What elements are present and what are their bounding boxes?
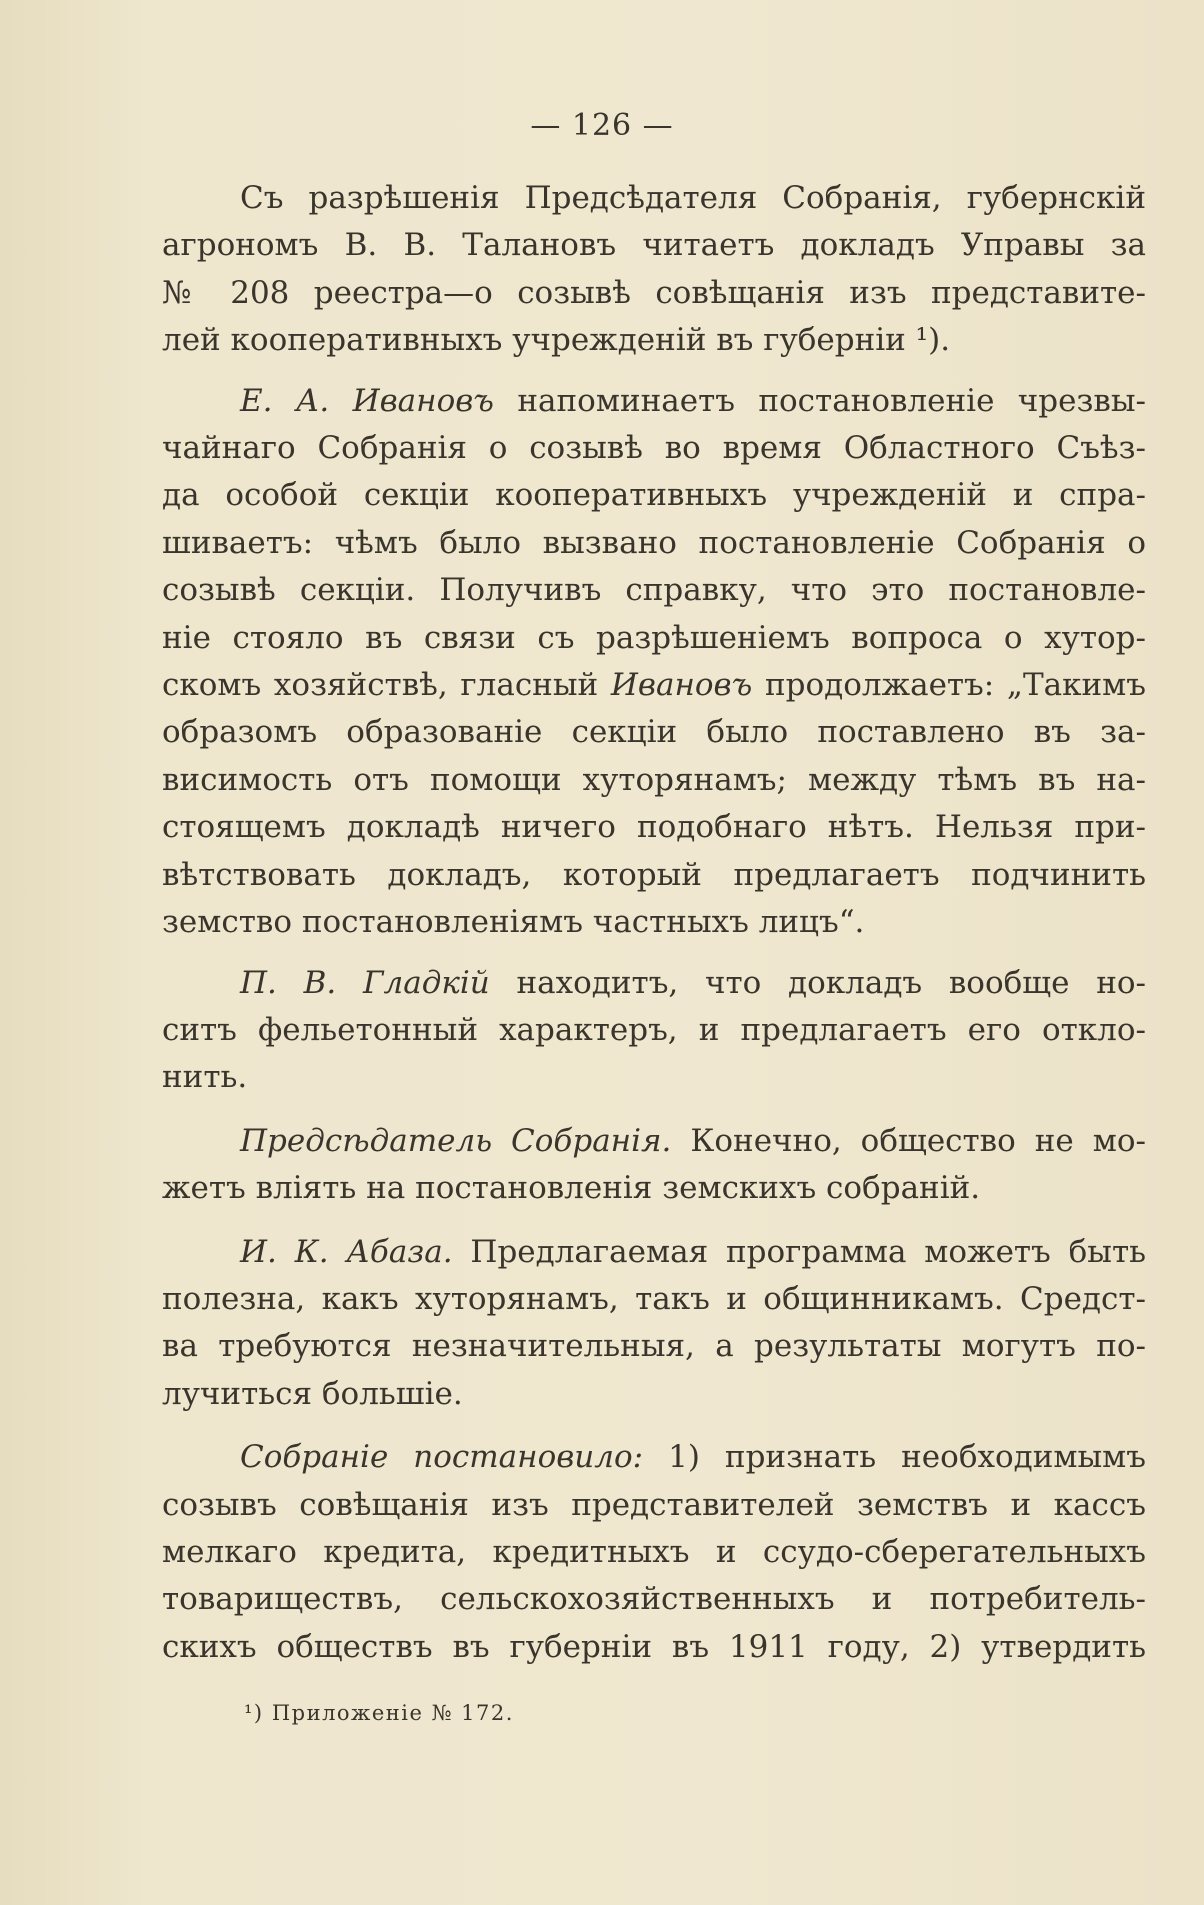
text-line: висимость отъ помощи хуторянамъ; между тѣмъ въ на- (162, 761, 1146, 798)
text-line: чайнаго Собранія о созывѣ во время Областного Съѣз- (162, 430, 1146, 467)
line-text: скомъ хозяйствѣ, гласный (162, 667, 599, 704)
text-line: лучиться большіе. (162, 1375, 463, 1412)
line-text: напоминаетъ постановленіе чрезвы- (517, 382, 1146, 419)
line-text: Предлагаемая программа можетъ быть (470, 1233, 1146, 1270)
footnote-mark: ¹) (244, 1701, 264, 1725)
speaker-name: И. К. Абаза. (240, 1233, 453, 1270)
text-line (162, 960, 1146, 1007)
speaker-name: П. В. Гладкій (240, 964, 490, 1001)
text-line: ситъ фельетонный характеръ, и предлагаетъ его откло- (162, 1011, 1146, 1048)
text-line (162, 662, 1146, 709)
speaker-name: Предсѣдатель Собранія. (240, 1122, 672, 1159)
text-line: вѣтствовать докладъ, который предлагаетъ подчинить (162, 856, 1146, 893)
text-line (162, 1434, 1146, 1481)
text-line: шиваетъ: чѣмъ было вызвано постановленіе Собранія о (162, 524, 1146, 561)
text-line: полезна, какъ хуторянамъ, такъ и общинникамъ. Средст- (162, 1280, 1146, 1317)
line-text: Конечно, общество не мо- (690, 1122, 1147, 1159)
text-line: земство постановленіямъ частныхъ лицъ“. (162, 904, 865, 941)
text-line: мелкаго кредита, кредитныхъ и ссудо-сберегательныхъ (162, 1533, 1146, 1570)
speaker-name: Е. А. Ивановъ (240, 382, 494, 419)
text-line: ва требуются незначительныя, а результаты могутъ по- (162, 1328, 1146, 1365)
paragraph-chairman (162, 1118, 1146, 1213)
line-text: продолжаетъ: „Такимъ (764, 667, 1147, 704)
line-text: 1) признать необходимымъ (668, 1439, 1146, 1476)
text-line: товариществъ, сельскохозяйственныхъ и потребитель- (162, 1581, 1146, 1618)
paragraph-resolution (162, 1434, 1146, 1671)
paragraph-abaza (162, 1229, 1146, 1419)
inline-name: Ивановъ (610, 667, 753, 704)
text-line: агрономъ В. В. Талановъ читаетъ докладъ Управы за (162, 227, 1146, 264)
text-line (162, 1229, 1146, 1276)
footnote (244, 1701, 514, 1725)
text-line: стоящемъ докладѣ ничего подобнаго нѣтъ. Нельзя при- (162, 809, 1146, 846)
text-line: созывъ совѣщанія изъ представителей земствъ и кассъ (162, 1486, 1146, 1523)
line-text: находитъ, что докладъ вообще но- (516, 964, 1146, 1001)
text-line (162, 378, 1146, 425)
text-line (162, 1118, 1146, 1165)
text-line: скихъ обществъ въ губерніи въ 1911 году, 2) утвердить (162, 1628, 1146, 1665)
text-line: лей кооперативныхъ учрежденій въ губерніи ¹). (162, 322, 951, 359)
paragraph-ivanov (162, 378, 1146, 947)
text-line: Съ разрѣшенія Предсѣдателя Собранія, губернскій (240, 180, 1146, 216)
text-line: образомъ образованіе секціи было поставлено въ за- (162, 714, 1146, 751)
text-line: ніе стояло въ связи съ разрѣшеніемъ вопроса о хутор- (162, 619, 1146, 656)
paragraph-intro (162, 175, 1146, 365)
body-text (162, 175, 1146, 1671)
page-number: — 126 — (530, 108, 674, 143)
text-line: жетъ вліять на постановленія земскихъ собраній. (162, 1170, 981, 1207)
speaker-name: Собраніе постановило: (240, 1439, 644, 1476)
text-line: № 208 реестра—о созывѣ совѣщанія изъ представите- (162, 274, 1146, 311)
text-line: созывѣ секціи. Получивъ справку, что это постановле- (162, 572, 1146, 609)
paragraph-gladkiy (162, 960, 1146, 1102)
text-line: да особой секціи кооперативныхъ учрежденій и спра- (162, 477, 1146, 514)
text-line: нить. (162, 1059, 248, 1096)
footnote-text: Приложеніе № 172. (271, 1701, 514, 1725)
